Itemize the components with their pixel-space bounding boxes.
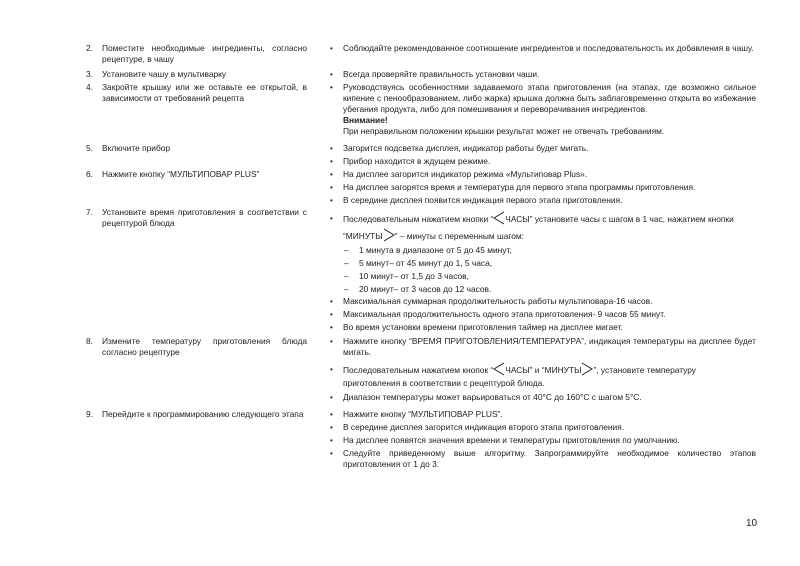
step-number: 3. — [86, 69, 93, 79]
bullet-icon: • — [330, 196, 333, 205]
bullet-icon: • — [330, 449, 333, 458]
dash-item: – 10 минут– от 1,5 до 3 часов, — [344, 271, 469, 281]
bullet-icon: • — [330, 297, 333, 306]
step-notes — [330, 211, 756, 333]
bullet-item: • Во время установки времени приготовления таймер на дисплее мигает. — [330, 322, 623, 332]
bullet-icon: • — [330, 157, 333, 166]
step-notes — [330, 143, 756, 167]
bullet-item: • Руководствуясь особенностями задаваемого этапа приготовления (на этапах, где возможно сильное кипение с пенообразованием, либо жарка) крышка должна быть заблаговременно открыта во избежание убегания продукта, либо для помешивания и переворачивания ингредиентов. — [330, 82, 756, 114]
bullet-item: • Последовательным нажатием кнопок “ ЧАСЫ” и “МИНУТЫ ”, установите температуру — [330, 362, 756, 378]
step-number: 7. — [86, 207, 93, 217]
warning-text: При неправильном положении крышки результат может не отвечать требованиям. — [343, 126, 665, 136]
step-number: 9. — [86, 409, 93, 419]
bullet-item: • Нажмите кнопку “ВРЕМЯ ПРИГОТОВЛЕНИЯ/ТЕМПЕРАТУРА”, индикация температуры на дисплее будет мигать. — [330, 336, 756, 357]
bullet-icon: • — [330, 44, 333, 53]
step-text: Перейдите к программированию следующего этапа — [102, 409, 304, 419]
step-text: Включите прибор — [102, 143, 171, 153]
step-notes — [330, 409, 756, 470]
dash-item: – 5 минут– от 45 минут до 1, 5 часа, — [344, 258, 493, 268]
bullet-item: • На дисплее загорятся время и температура для первого этапа программы приготовления. — [330, 182, 696, 192]
bullet-icon: • — [330, 410, 333, 419]
bullet-icon: • — [330, 365, 333, 374]
step-text: Установите чашу в мультиварку — [102, 69, 227, 79]
bullet-icon: • — [330, 393, 333, 402]
bullet-item: • Диапазон температуры может варьироваться от 40°С до 160°С с шагом 5°С. — [330, 392, 642, 402]
page-number: 10 — [746, 518, 758, 529]
minutes-line: “МИНУТЫ ” – минуты с переменным шагом: — [330, 227, 756, 245]
bullet-icon: • — [330, 323, 333, 332]
step-notes — [330, 69, 756, 80]
bullet-icon: • — [330, 436, 333, 445]
dash-item: – 1 минута в диапазоне от 5 до 45 минут, — [344, 245, 512, 255]
step-text: Измените температуру приготовления блюда согласно рецептуре — [102, 336, 307, 357]
bullet-icon: • — [330, 310, 333, 319]
step-number: 4. — [86, 82, 93, 92]
step-number: 5. — [86, 143, 93, 153]
step-notes — [330, 82, 756, 137]
step-text: Поместите необходимые ингредиенты, согласно рецептуре, в чашу — [102, 43, 307, 64]
step-text: Установите время приготовления в соответствии с рецептурой блюда — [102, 207, 307, 228]
bullet-item: • В середине дисплея загорится индикация второго этапа приготовления. — [330, 422, 625, 432]
triangle-left-icon — [493, 362, 505, 376]
triangle-right-icon — [581, 362, 593, 376]
bullet-item: • Максимальная продолжительность одного этапа приготовления- 9 часов 55 минут. — [330, 309, 666, 319]
bullet-item: • Последовательным нажатием кнопки “ ЧАСЫ” установите часы с шагом в 1 час, нажатием кнопки — [330, 211, 756, 227]
bullet-icon: • — [330, 170, 333, 179]
bullet-icon: • — [330, 83, 333, 92]
bullet-icon: • — [330, 423, 333, 432]
bullet-item: • На дисплее появятся значения времени и температуры приготовления по умолчанию. — [330, 435, 680, 445]
step-text: Нажмите кнопку “МУЛЬТИПОВАР PLUS” — [102, 169, 260, 179]
bullet-icon: • — [330, 144, 333, 153]
step-number: 6. — [86, 169, 93, 179]
triangle-left-icon — [493, 211, 505, 225]
step-notes — [330, 336, 756, 403]
bullet-item: • Всегда проверяйте правильность установки чаши. — [330, 69, 540, 79]
bullet-item: • Следуйте приведенному выше алгоритму. Запрограммируйте необходимое количество этапов приготовления от 1 до 3. — [330, 448, 756, 469]
bullet-item: • Максимальная суммарная продолжительность работы мультиповара-16 часов. — [330, 296, 653, 306]
step-text: Закройте крышку или же оставьте ее открытой, в зависимости от требований рецепта — [102, 82, 307, 103]
step-number: 2. — [86, 43, 93, 53]
temperature-line: приготовления в соответствии с рецептурой блюда. — [343, 378, 545, 388]
bullet-icon: • — [330, 70, 333, 79]
dash-item: – 20 минут– от 3 часов до 12 часов. — [344, 284, 492, 294]
bullet-item: • Загорится подсветка дисплея, индикатор работы будет мигать. — [330, 143, 589, 153]
step-notes — [330, 43, 756, 54]
warning-title: Внимание! — [343, 115, 388, 125]
bullet-item: • На дисплее загорится индикатор режима «Мультиповар Plus». — [330, 169, 588, 179]
triangle-right-icon — [383, 228, 395, 242]
bullet-item: • Соблюдайте рекомендованное соотношение ингредиентов и последовательность их добавления в чашу. — [330, 43, 754, 53]
bullet-item: • В середине дисплея появится индикация первого этапа приготовления. — [330, 195, 623, 205]
bullet-icon: • — [330, 337, 333, 346]
bullet-item: • Прибор находится в ждущем режиме. — [330, 156, 491, 166]
bullet-icon: • — [330, 183, 333, 192]
bullet-item: • Нажмите кнопку “МУЛЬТИПОВАР PLUS”. — [330, 409, 503, 419]
step-number: 8. — [86, 336, 93, 346]
bullet-icon: • — [330, 214, 333, 223]
step-notes — [330, 169, 756, 206]
